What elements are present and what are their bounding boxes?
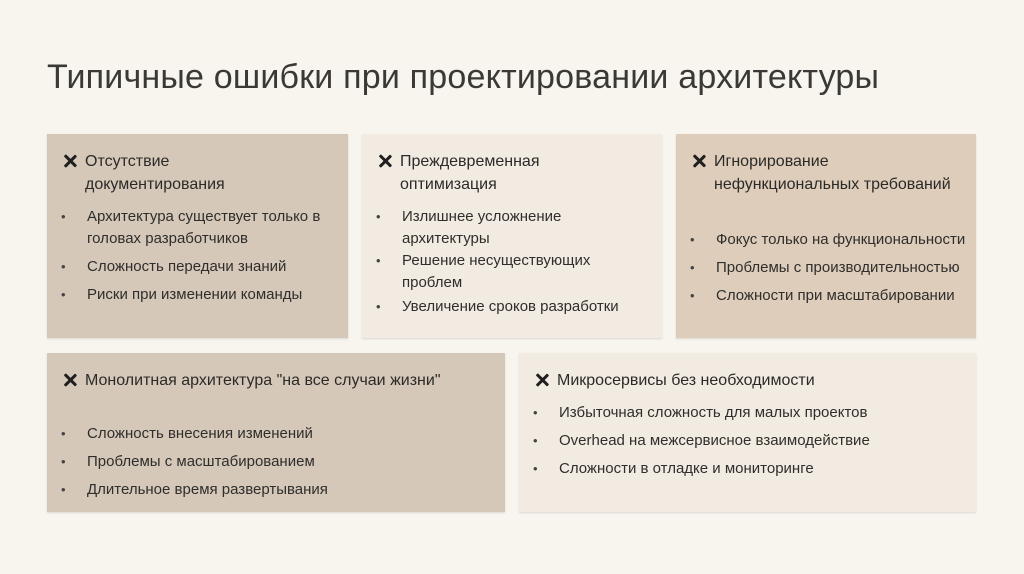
card-list (61, 206, 339, 306)
list-item: • Увеличение сроков разработки (376, 296, 648, 318)
list-item: • Решение несуществующих проблем (376, 250, 602, 294)
card-heading (61, 369, 491, 392)
mistake-card-premature-optimization (362, 134, 662, 338)
close-icon (63, 154, 77, 168)
list-item: • Сложность внесения изменений (61, 423, 491, 445)
list-item: • Сложности при масштабировании (690, 285, 970, 307)
mistake-card-monolith (47, 353, 505, 512)
card-heading (533, 369, 962, 392)
list-item: • Риски при изменении команды (61, 284, 339, 306)
card-heading (376, 150, 648, 196)
list-item: • Избыточная сложность для малых проектов (533, 402, 962, 424)
card-heading (690, 150, 962, 196)
list-item: • Сложности в отладке и мониторинге (533, 458, 962, 480)
list-item: • Длительное время развертывания (61, 479, 491, 501)
list-item: • Фокус только на функциональности (690, 229, 970, 251)
card-list (533, 402, 962, 480)
card-heading-text: Микросервисы без необходимости (557, 372, 815, 389)
close-icon (692, 154, 706, 168)
close-icon (63, 373, 77, 387)
list-item: • Сложность передачи знаний (61, 256, 339, 278)
card-heading (61, 150, 334, 196)
card-list (376, 206, 648, 318)
close-icon (535, 373, 549, 387)
list-item: • Архитектура существует только в головах разработчиков (61, 206, 339, 250)
mistake-card-microservices (519, 353, 976, 512)
card-heading-text: Монолитная архитектура "на все случаи жизни" (85, 372, 441, 389)
card-heading-text: Игнорирование нефункциональных требований (714, 153, 951, 193)
card-heading-text: Преждевременная оптимизация (400, 153, 540, 193)
list-item: • Проблемы с масштабированием (61, 451, 491, 473)
mistake-card-nonfunctional-requirements (676, 134, 976, 338)
mistake-card-documentation (47, 134, 348, 338)
list-item: • Overhead на межсервисное взаимодействие (533, 430, 962, 452)
card-heading-text: Отсутствие документирования (85, 153, 225, 193)
page-title: Типичные ошибки при проектировании архитектуры (47, 58, 880, 96)
list-item: • Проблемы с производительностью (690, 257, 970, 279)
close-icon (378, 154, 392, 168)
list-item: • Излишнее усложнение архитектуры (376, 206, 572, 250)
card-list (61, 423, 491, 501)
card-list (690, 229, 970, 307)
